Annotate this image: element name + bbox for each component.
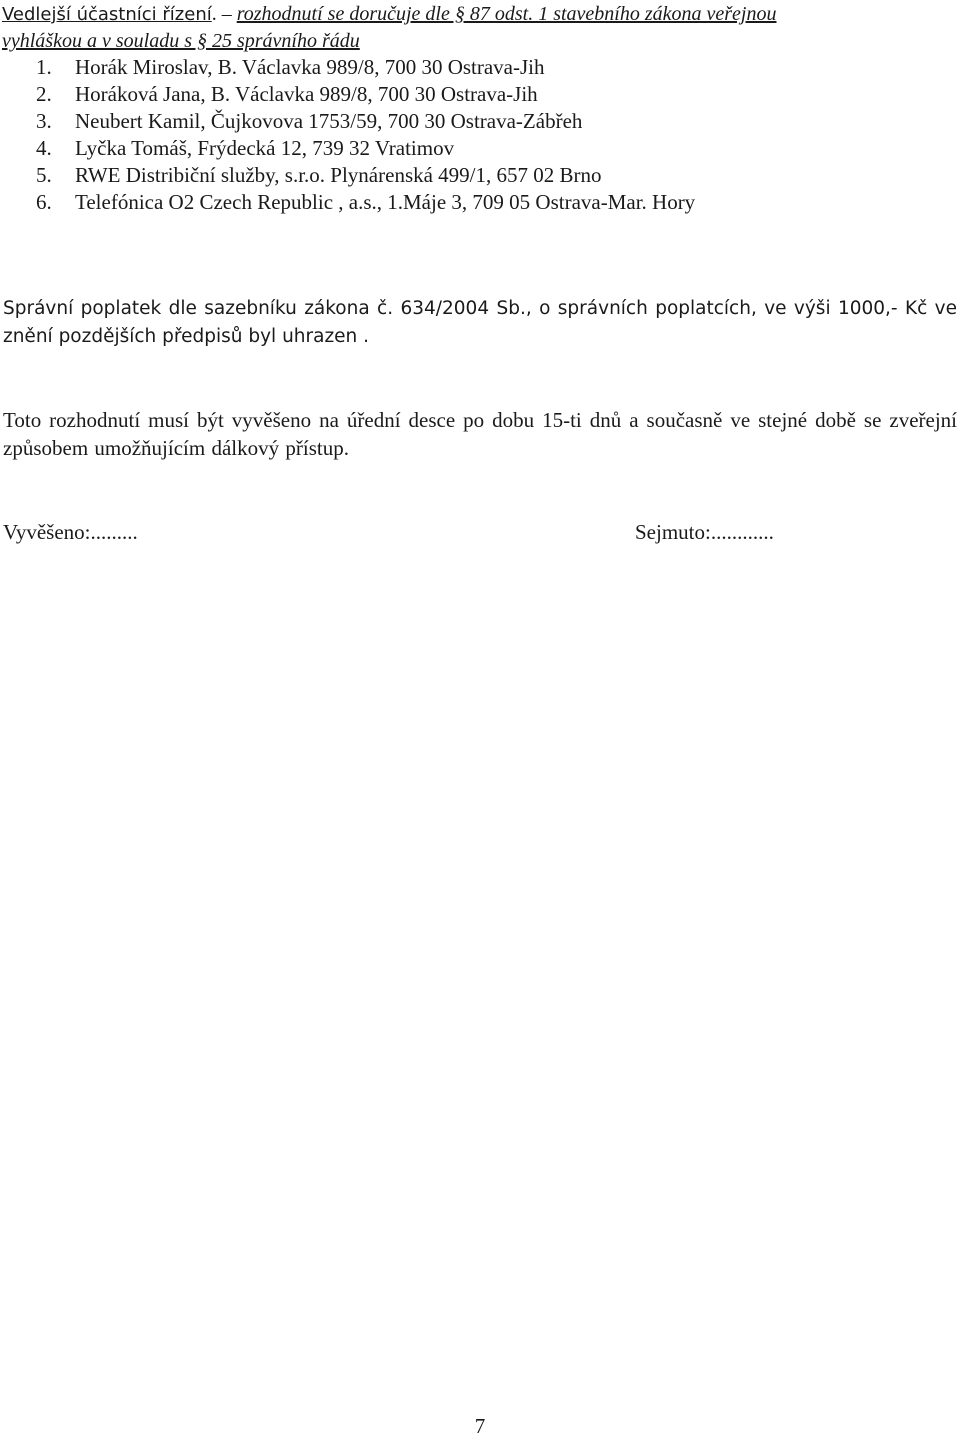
list-item-number: 4. [36, 136, 52, 160]
page-number: 7 [474, 1414, 486, 1438]
delivery-note-line1: rozhodnutí se doručuje dle § 87 odst. 1 stavebního zákona veřejnou [236, 3, 777, 25]
participants-heading [2, 0, 776, 29]
posted-date-field: Vyvěšeno:......... [3, 520, 138, 544]
list-item-number: 5. [36, 163, 52, 187]
list-item-number: 6. [36, 190, 52, 214]
list-item-text: RWE Distribiční služby, s.r.o. Plynárenská 499/1, 657 02 Brno [75, 163, 602, 187]
participants-label: Vedlejší účastníci řízení [2, 4, 212, 25]
list-item-text: Neubert Kamil, Čujkovova 1753/59, 700 30 Ostrava-Zábřeh [75, 109, 583, 133]
list-item-text: Horáková Jana, B. Václavka 989/8, 700 30 Ostrava-Jih [75, 82, 538, 106]
delivery-note-continuation [2, 27, 360, 55]
list-item-text: Lyčka Tomáš, Frýdecká 12, 739 32 Vratimov [75, 136, 455, 160]
list-item-number: 2. [36, 82, 52, 106]
notice-paragraph: Toto rozhodnutí musí být vyvěšeno na úřední desce po dobu 15-ti dnů a současně ve stejné době se zveřejní způsobem umožňujícím dálkový přístup. [3, 408, 957, 460]
fee-paragraph: Správní poplatek dle sazebníku zákona č. 634/2004 Sb., o správních poplatcích, ve výši 1000,- Kč ve znění pozdějších předpisů byl uhrazen . [3, 298, 957, 347]
list-item-text: Horák Miroslav, B. Václavka 989/8, 700 30 Ostrava-Jih [75, 55, 545, 79]
list-item-text: Telefónica O2 Czech Republic , a.s., 1.Máje 3, 709 05 Ostrava-Mar. Hory [75, 190, 696, 214]
list-item-number: 3. [36, 109, 52, 133]
removed-date-field: Sejmuto:............ [635, 520, 774, 544]
delivery-note-line2: vyhláškou a v souladu s § 25 správního řádu [2, 30, 360, 52]
participants-label-punct: . – [211, 3, 232, 25]
list-item-number: 1. [36, 55, 52, 79]
